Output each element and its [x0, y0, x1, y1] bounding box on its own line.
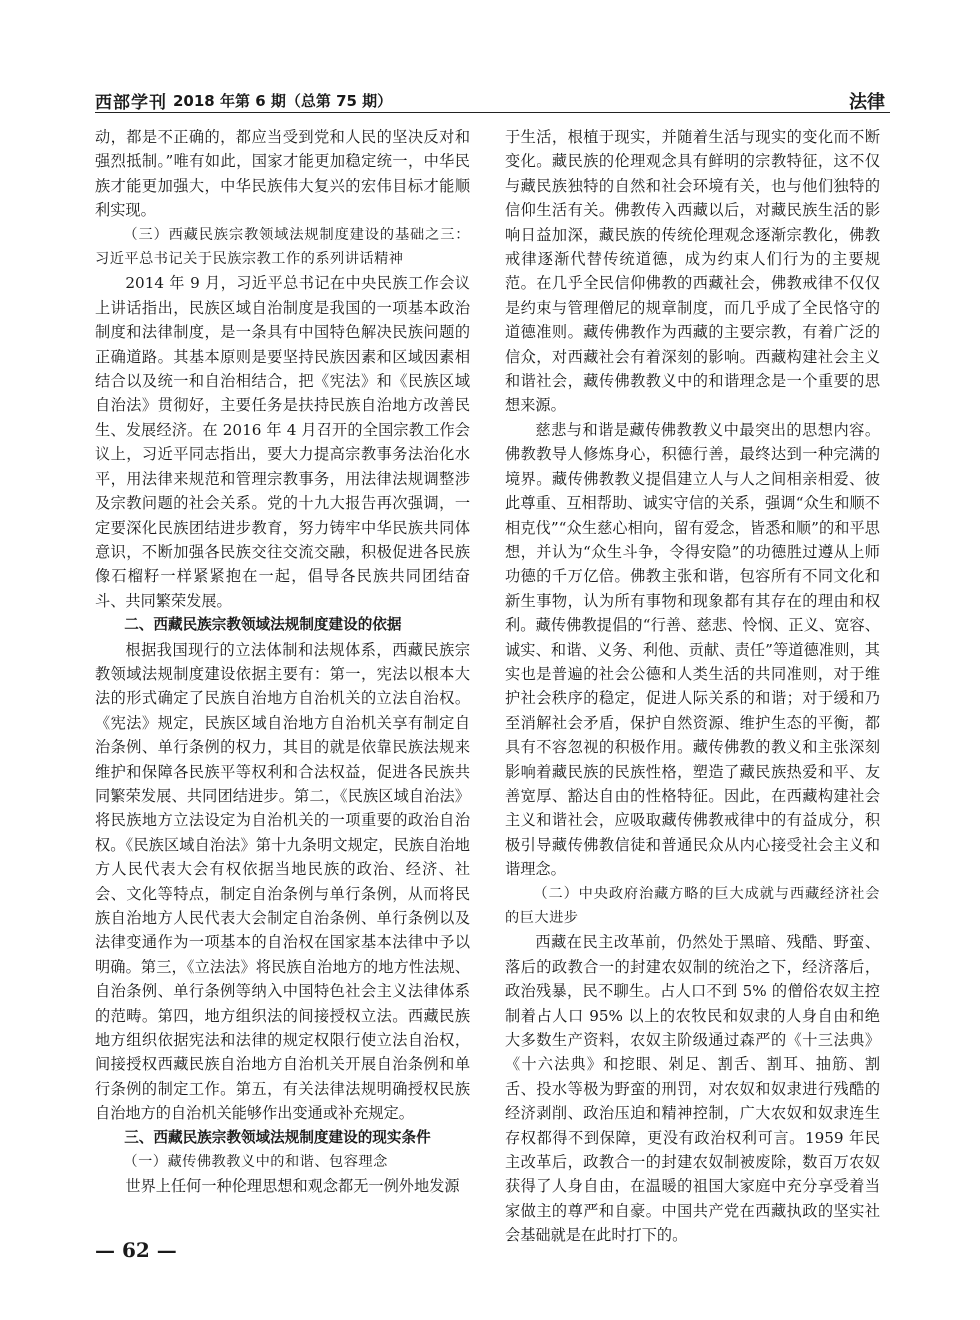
subsection-heading: （三）西藏民族宗教领域法规制度建设的基础之三：习近平总书记关于民族宗教工作的系列讲话精神 [95, 226, 470, 268]
right-column [505, 125, 880, 1248]
subsection-heading: （二）中央政府治藏方略的巨大成就与西藏经济社会的巨大进步 [505, 885, 880, 926]
subsection-heading: （一）藏传佛教教义中的和谐、包容理念 [123, 1154, 388, 1171]
paragraph: 西藏在民主改革前，仍然处于黑暗、残酷、野蛮、落后的政教合一的封建农奴制的统治之下，经济落后，政治残暴，民不聊生。占人口不到 5% 的僧俗农奴主控制着占人口 95% 以上的农牧民和奴隶的人身自由和绝大多数生产资料，农奴主阶级通过森严的《十三法典》《十六法典》和挖眼、剁足、割舌、割耳、抽筋、割舌、投水等极为野蛮的刑罚，对农奴和奴隶进行残酷的经济剥削、政治压迫和精神控制，广大农奴和奴隶连生存权都得不到保障，更没有政治权利可言。1959 年民主改革后，政教合一的封建农奴制被废除，数百万农奴获得了人身自由，在温暖的祖国大家庭中充分享受着当家做主的尊严和自豪。中国共产党在西藏执政的坚实社会基础就是在此时打下的。 [505, 933, 880, 1245]
running-header [95, 82, 885, 112]
section-heading: 三、西藏民族宗教领域法规制度建设的现实条件 [124, 1128, 431, 1146]
journal-name: 西部学刊 [95, 93, 167, 113]
section-heading: 二、西藏民族宗教领域法规制度建设的依据 [124, 616, 402, 634]
paragraph: 于生活，根植于现实，并随着生活与现实的变化而不断变化。藏民族的伦理观念具有鲜明的宗教特征，这不仅与藏民族独特的自然和社会环境有关，也与他们独特的信仰生活有关。佛教传入西藏以后，对藏民族生活的影响日益加深，藏民族的传统伦理观念逐渐宗教化，佛教戒律逐渐代替传统道德，成为约束人们行为的主要规范。在几乎全民信仰佛教的西藏社会，佛教戒律不仅仅是约束与管理僧尼的规章制度，而几乎成了全民恪守的道德准则。藏传佛教作为西藏的主要宗教，有着广泛的信众，对西藏社会有着深刻的影响。西藏构建社会主义和谐社会，藏传佛教教义中的和谐理念是一个重要的思想来源。 [505, 128, 880, 415]
issue-info: 2018 年第 6 期（总第 75 期） [173, 92, 393, 110]
paragraph: 2014 年 9 月，习近平总书记在中央民族工作会议上讲话指出，民族区域自治制度是我国的一项基本政治制度和法律制度，是一条具有中国特色解决民族问题的正确道路。其基本原则是要坚持民族因素和区域因素相结合以及统一和自治相结合，把《宪法》和《民族区域自治法》贯彻好，主要任务是扶持民族自治地方改善民生、发展经济。在 2016 年 4 月召开的全国宗教工作会议上，习近平同志指出，要大力提高宗教事务法治化水平，用法律来规范和管理宗教事务，用法律法规调整涉及宗教问题的社会关系。党的十九大报告再次强调，一定要深化民族团结进步教育，努力铸牢中华民族共同体意识，不断加强各民族交往交流交融，积极促进各民族像石榴籽一样紧紧抱在一起，倡导各民族共同团结奋斗、共同繁荣发展。 [95, 274, 470, 610]
left-column [95, 125, 470, 1199]
section-label: 法律 [849, 92, 885, 113]
paragraph: 根据我国现行的立法体制和法规体系，西藏民族宗教领域法规制度建设依据主要有：第一，宪法以根本大法的形式确定了民族自治地方自治机关的立法自治权。《宪法》规定，民族区域自治地方自治机关享有制定自治条例、单行条例的权力，其目的就是依靠民族法规来维护和保障各民族平等权利和合法权益，促进各民族共同繁荣发展、共同团结进步。第二，《民族区域自治法》将民族地方立法设定为自治机关的一项重要的政治自治权。《民族区域自治法》第十九条明文规定，民族自治地方人民代表大会有权依据当地民族的政治、经济、社会、文化等特点，制定自治条例与单行条例，从而将民族自治地方人民代表大会制定自治条例、单行条例以及法律变通作为一项基本的自治权在国家基本法律中予以明确。第三，《立法法》将民族自治地方的地方性法规、自治条例、单行条例等纳入中国特色社会主义法律体系的范畴。第四，地方组织法的间接授权立法。西藏民族地方组织依据宪法和法律的规定权限行使立法自治权，间接授权西藏民族自治地方自治机关开展自治条例和单行条例的制定工作。第五，有关法律法规明确授权民族自治地方的自治机关能够作出变通或补充规定。 [95, 640, 470, 1123]
header-rule [95, 112, 890, 113]
paragraph: 慈悲与和谐是藏传佛教教义中最突出的思想内容。佛教教导人修炼身心，积德行善，最终达到一种完满的境界。藏传佛教教义提倡建立人与人之间相亲相爱、彼此尊重、互相帮助、诚实守信的关系，强调“众生和顺不相克伐”“众生慈心相向，留有爱念，皆悉和顺”的和平思想，并认为“众生斗争，令得安隐”的功德胜过遵从上师功德的千万亿倍。佛教主张和谐，包容所有不同文化和新生事物，认为所有事物和现象都有其存在的理由和权利。藏传佛教提倡的“行善、慈悲、怜悯、正义、宽容、诚实、和谐、义务、利他、贡献、责任”等道德准则，其实也是普遍的社会公德和人类生活的共同准则，对于维护社会秩序的稳定，促进人际关系的和谐；对于缓和乃至消解社会矛盾，保护自然资源、维护生态的平衡，都具有不容忽视的积极作用。藏传佛教的教义和主张深刻影响着藏民族的民族性格，塑造了藏民族热爱和平、友善宽厚、豁达自由的性格特征。因此，在西藏构建社会主义和谐社会，应吸取藏传佛教戒律中的有益成分，积极引导藏传佛教信徒和普通民众从内心接受社会主义和谐理念。 [505, 420, 880, 879]
paragraph: 世界上任何一种伦理思想和观念都无一例外地发源 [125, 1177, 460, 1196]
paragraph: 动，都是不正确的，都应当受到党和人民的坚决反对和强烈抵制。”唯有如此，国家才能更加稳定统一，中华民族才能更加强大，中华民族伟大复兴的宏伟目标才能顺利实现。 [95, 128, 470, 220]
page-number: — 62 — [95, 1238, 177, 1262]
